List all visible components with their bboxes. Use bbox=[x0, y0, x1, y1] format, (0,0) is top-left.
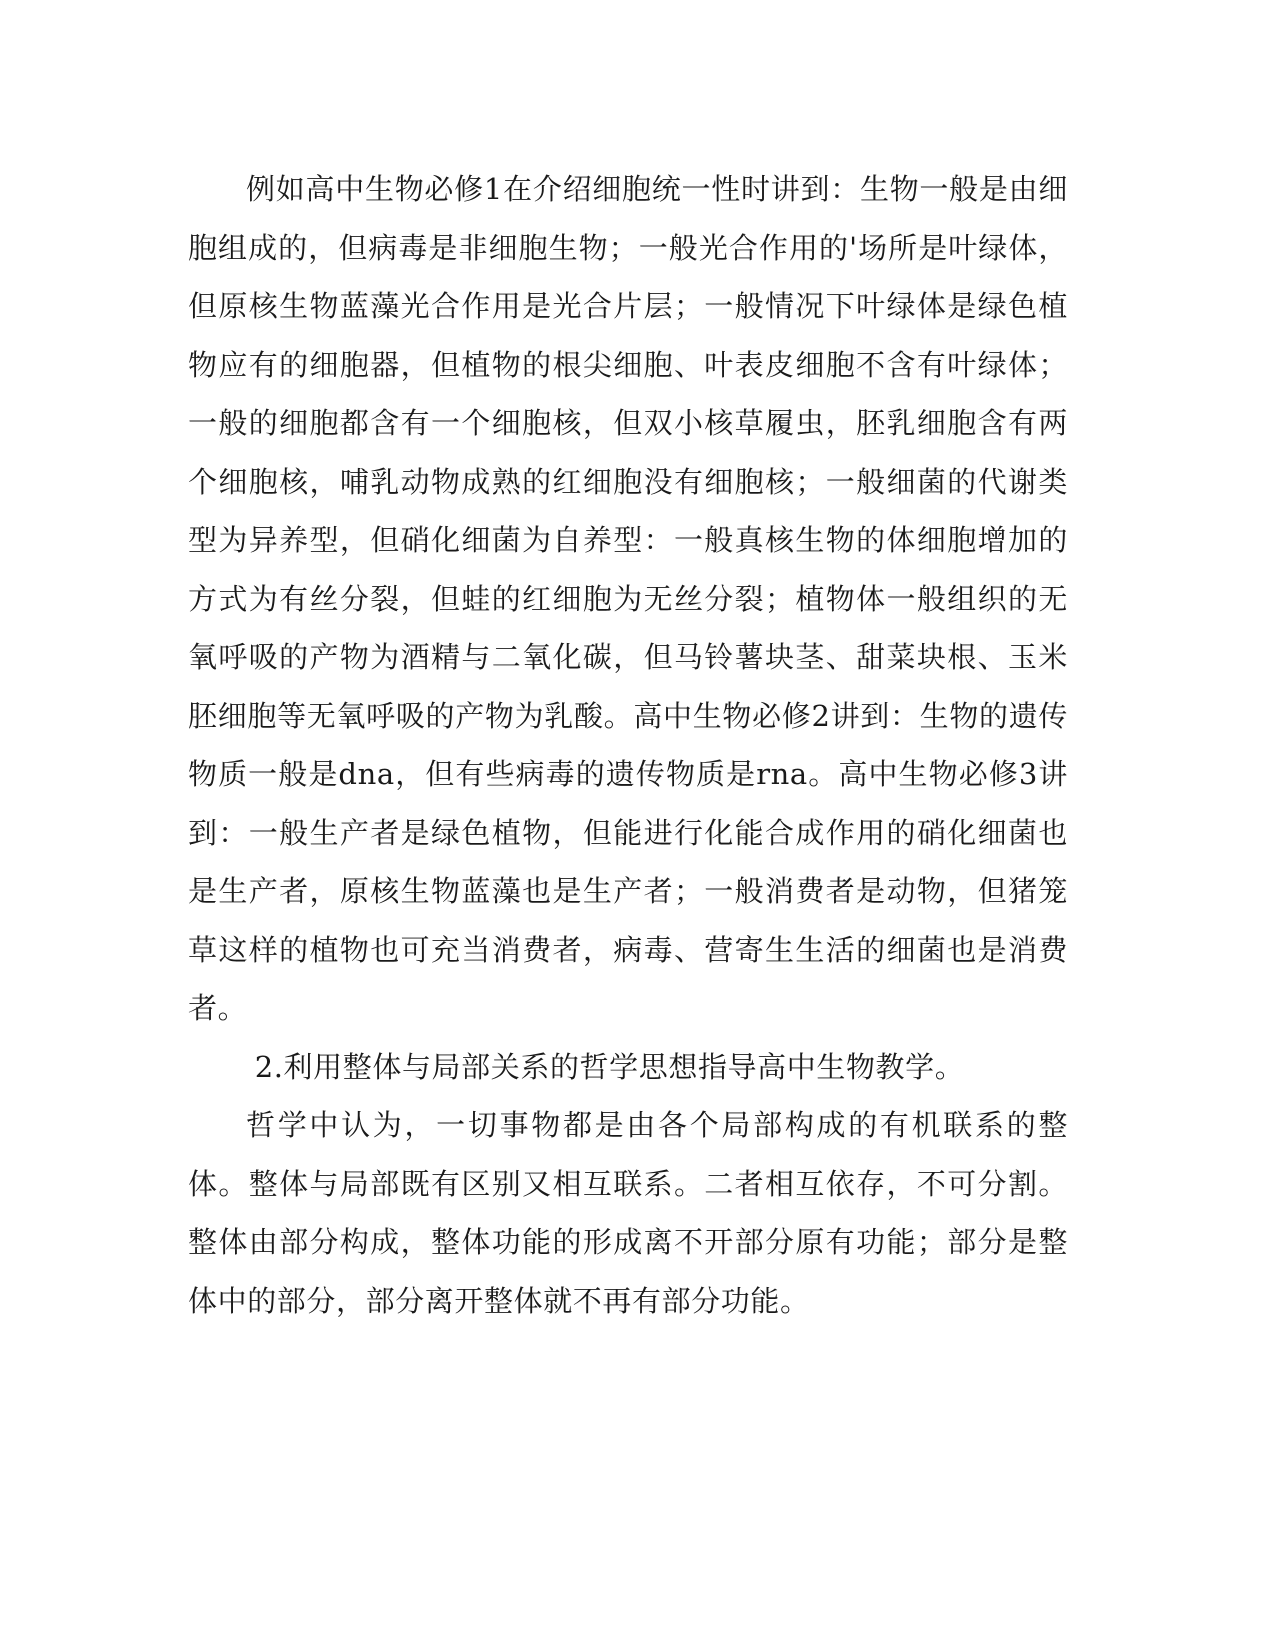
paragraph-examples: 例如高中生物必修1在介绍细胞统一性时讲到：生物一般是由细胞组成的，但病毒是非细胞生物；一般光合作用的'场所是叶绿体，但原核生物蓝藻光合作用是光合片层；一般情况下叶绿体是绿色植物应有的细胞器，但植物的根尖细胞、叶表皮细胞不含有叶绿体；一般的细胞都含有一个细胞核，但双小核草履虫，胚乳细胞含有两个细胞核，哺乳动物成熟的红细胞没有细胞核；一般细菌的代谢类型为异养型，但硝化细菌为自养型：一般真核生物的体细胞增加的方式为有丝分裂，但蛙的红细胞为无丝分裂；植物体一般组织的无氧呼吸的产物为酒精与二氧化碳，但马铃薯块茎、甜菜块根、玉米胚细胞等无氧呼吸的产物为乳酸。高中生物必修2讲到：生物的遗传物质一般是dna，但有些病毒的遗传物质是rna。高中生物必修3讲到：一般生产者是绿色植物，但能进行化能合成作用的硝化细菌也是生产者，原核生物蓝藻也是生产者；一般消费者是动物，但猪笼草这样的植物也可充当消费者，病毒、营寄生生活的细菌也是消费者。 bbox=[188, 172, 1068, 1025]
document-body bbox=[188, 160, 1068, 1330]
paragraph-philosophy: 哲学中认为，一切事物都是由各个局部构成的有机联系的整体。整体与局部既有区别又相互联系。二者相互依存，不可分割。整体由部分构成，整体功能的形成离不开部分原有功能；部分是整体中的部分，部分离开整体就不再有部分功能。 bbox=[188, 1108, 1068, 1318]
section-heading: 2.利用整体与局部关系的哲学思想指导高中生物教学。 bbox=[254, 1049, 965, 1084]
